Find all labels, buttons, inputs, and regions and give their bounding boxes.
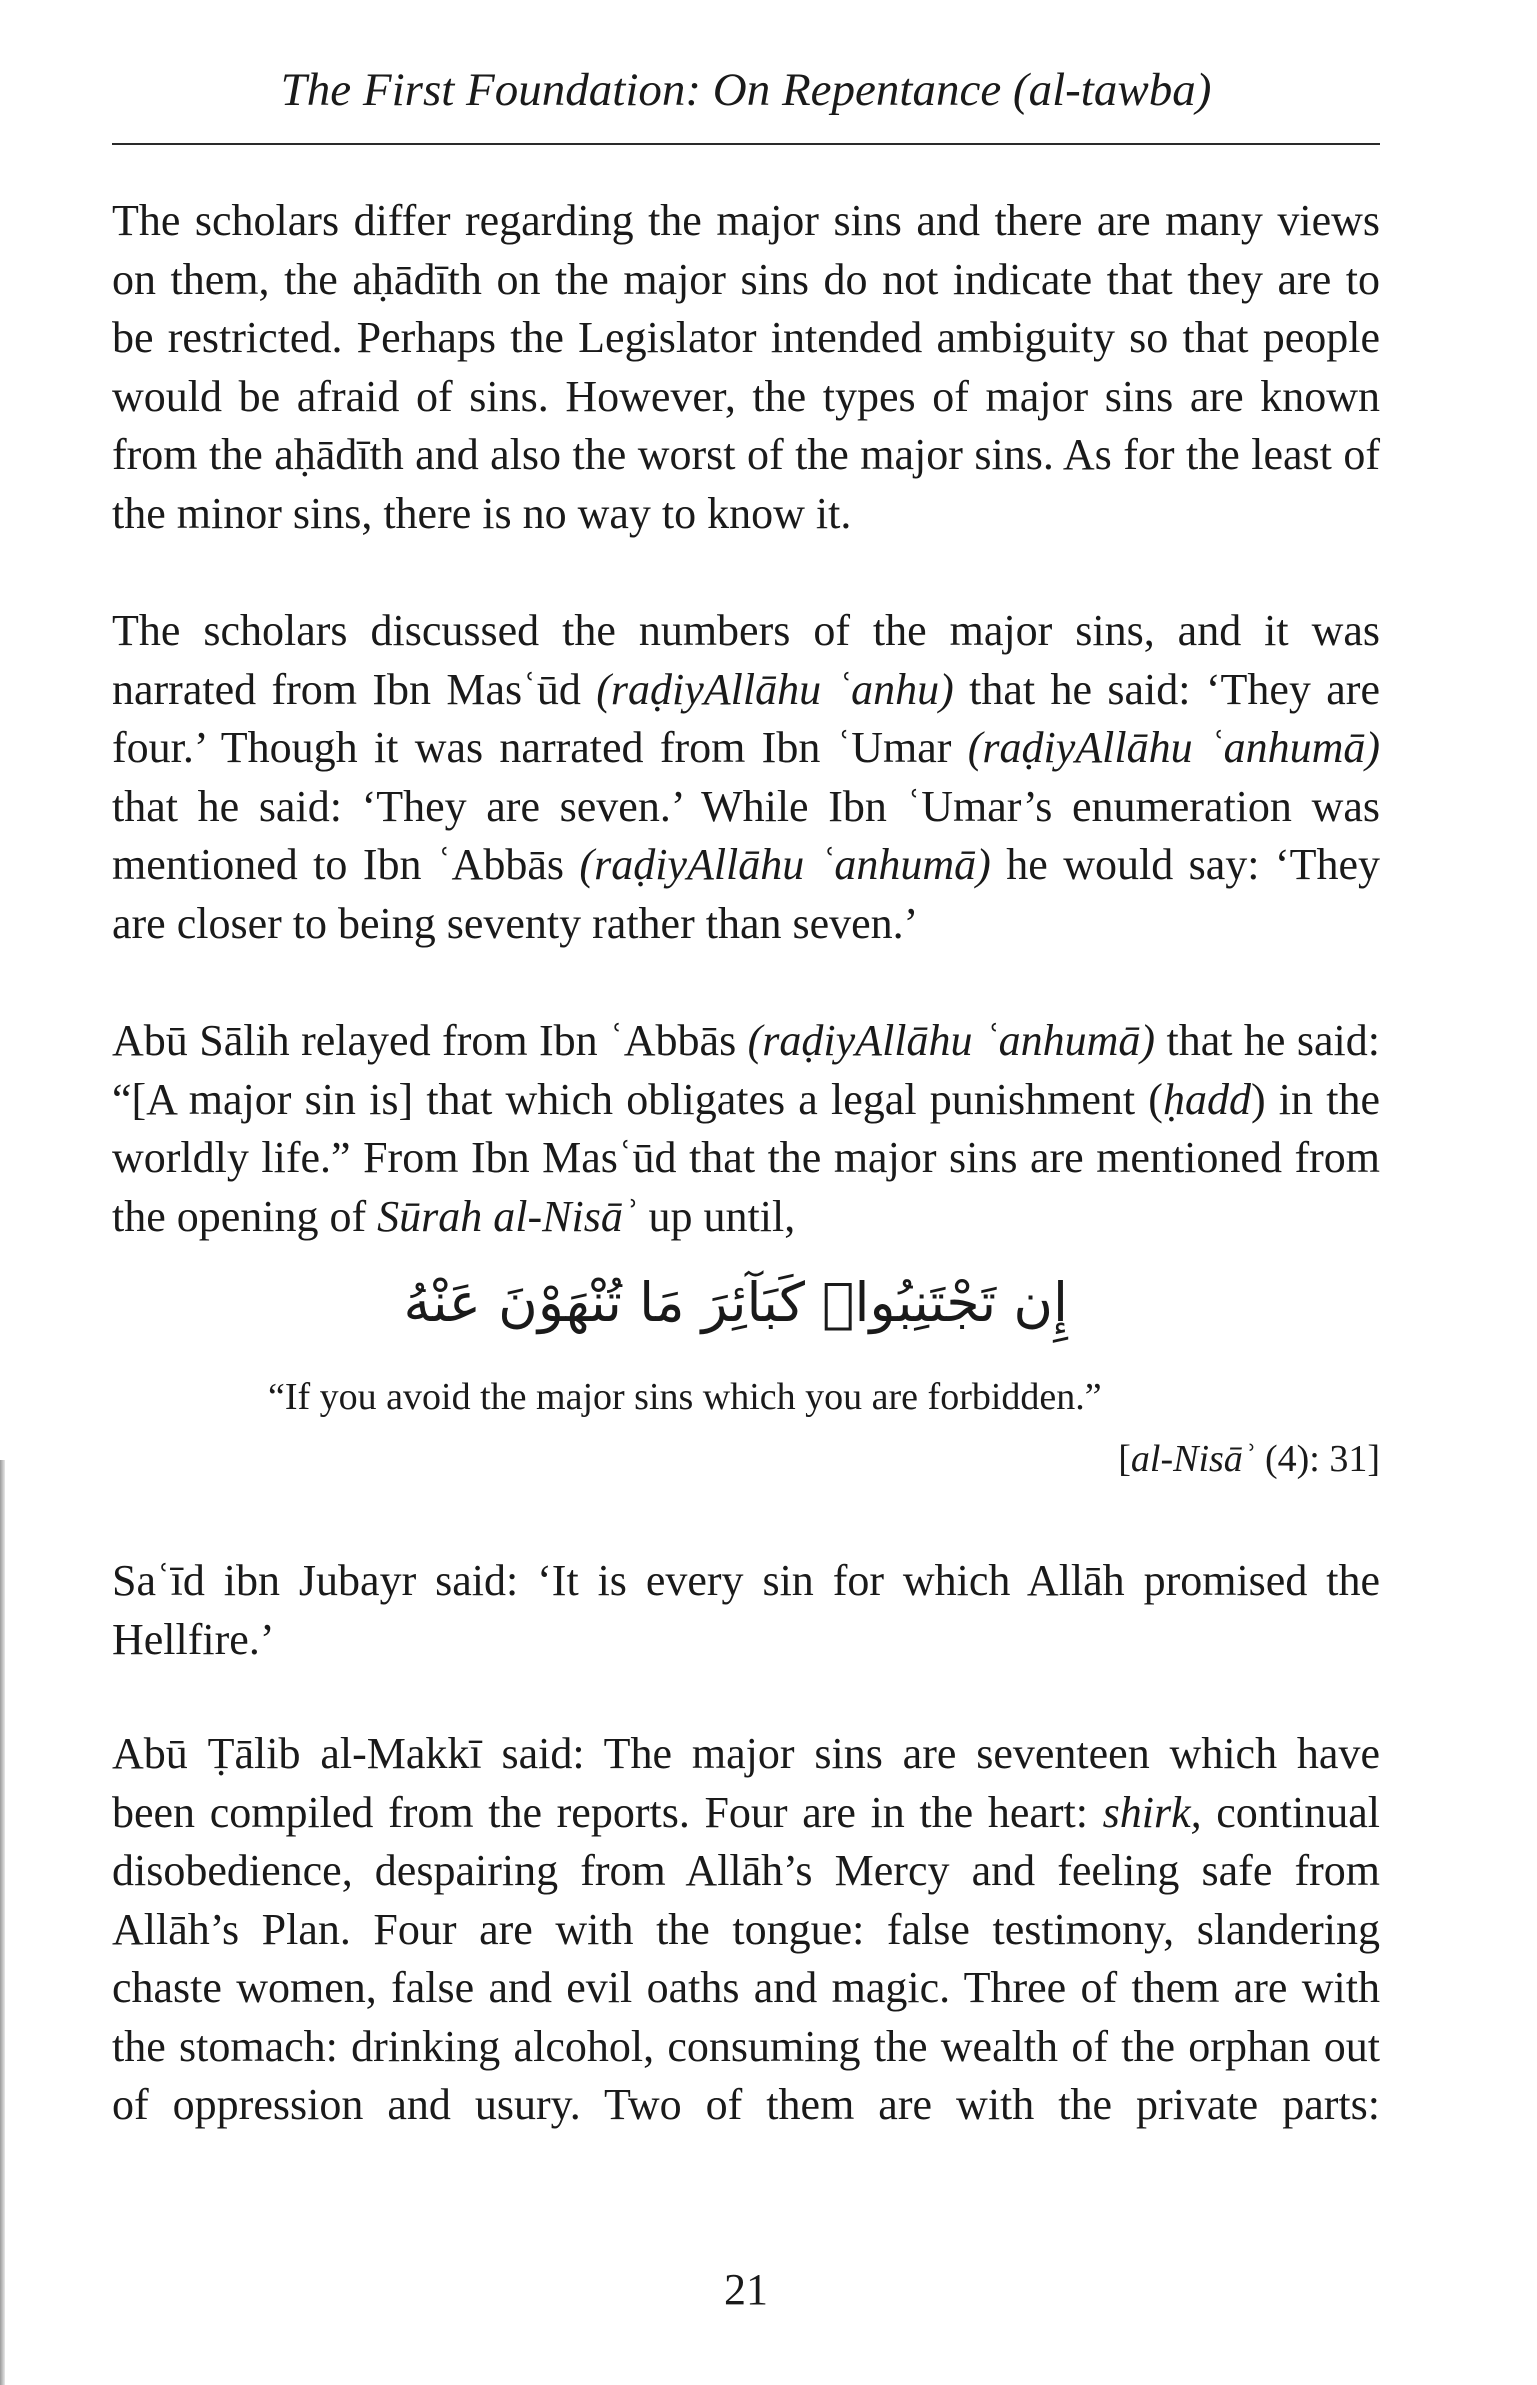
- paragraph-4: Saʿīd ibn Jubayr said: ‘It is every sin for which Allāh promised the Hellfire.’: [112, 1556, 1380, 1664]
- citation-reference: (4): 31]: [1264, 1438, 1380, 1480]
- citation-open-bracket: [: [1118, 1438, 1131, 1480]
- running-header: The First Foundation: On Repentance (al-tawba): [280, 64, 1212, 116]
- paragraph-1: The scholars differ regarding the major sins and there are many views on them, the aḥādīth on the major sins do not indicate that they are to be restricted. Perhaps the Legislator intended ambiguity so that people would be afraid of sins. However, the types of major sins are known from the aḥādīth and also the worst of the major sins. As for the least of the minor sins, there is no way to know it.: [112, 196, 1380, 538]
- paragraph-3-text-1: Abū Sālih relayed from Ibn ʿAbbās: [112, 1016, 748, 1065]
- term-shirk: shirk,: [1102, 1787, 1202, 1837]
- paragraph-2: [112, 602, 1380, 953]
- paragraph-3: [112, 1012, 1380, 1246]
- paragraph-2-text-2: that he said: ‘They are four.’ Though it was narrated from Ibn ʿUmar: [112, 664, 1380, 772]
- honorific-4: (raḍiyAllāhu ʿanhumā): [747, 1016, 1156, 1065]
- paragraph-1-block: [112, 192, 1380, 543]
- paragraph-3-text-2: that he said: “[A major sin is] that which obligates a legal punishment (: [112, 1016, 1381, 1124]
- quran-translation: “If you avoid the major sins which you are forbidden.”: [268, 1376, 1102, 1418]
- paragraph-2-text-1: The scholars discussed the numbers of the major sins, and it was narrated from Ibn Masʿūd: [112, 606, 1380, 714]
- quran-arabic-verse: إِن تَجْتَنِبُوا۟ كَبَآئِرَ مَا تُنْهَوْنَ عَنْهُ: [403, 1271, 1068, 1334]
- paragraph-5-text-2: continual disobedience, despairing from Allāh’s Mercy and feeling safe from Allāh’s Plan. Four are with the tongue: false testimony, slandering chaste women, false and evil oaths and magic. Three of them are with the stomach: drinking alcohol, consuming the wealth of the orphan out of oppression and usury. Two of them are with the private parts:: [112, 1787, 1380, 2129]
- citation-surah: al-Nisāʾ: [1130, 1438, 1256, 1480]
- paragraph-2-text-4: he would say: ‘They are closer to being seventy rather than seven.’: [112, 840, 1380, 948]
- paragraph-2-block: [112, 602, 1380, 953]
- paragraph-3-block: [112, 1012, 1380, 1246]
- page-number: 21: [724, 2265, 768, 2314]
- term-hadd: ḥadd: [1162, 1074, 1251, 1124]
- paragraph-5-block: [112, 1725, 1380, 2135]
- paragraph-2-text-3: that he said: ‘They are seven.’ While Ibn ʿUmar’s enumeration was mentioned to Ibn ʿAbbās: [112, 781, 1380, 889]
- honorific-2: (raḍiyAllāhu ʿanhumā): [967, 723, 1381, 772]
- paragraph-5-text-1: Abū Ṭālib al-Makkī said: The major sins are seventeen which have been compiled from the reports. Four are in the heart:: [112, 1729, 1380, 1837]
- paragraph-4-block: [112, 1552, 1380, 1669]
- header-rule: [112, 143, 1380, 145]
- honorific-3: (raḍiyAllāhu ʿanhumā): [579, 840, 991, 889]
- quran-citation: [112, 1432, 1380, 1486]
- surah-name: Sūrah al-Nisāʾ: [377, 1191, 638, 1241]
- paragraph-5: [112, 1725, 1380, 2135]
- paragraph-3-text-4: up until,: [637, 1191, 796, 1241]
- paragraph-3-text-3: ) in the worldly life.” From Ibn Masʿūd that the major sins are mentioned from the opening of: [112, 1074, 1380, 1241]
- scan-shadow-edge: [0, 1460, 5, 2385]
- honorific-1: (raḍiyAllāhu ʿanhu): [596, 664, 954, 714]
